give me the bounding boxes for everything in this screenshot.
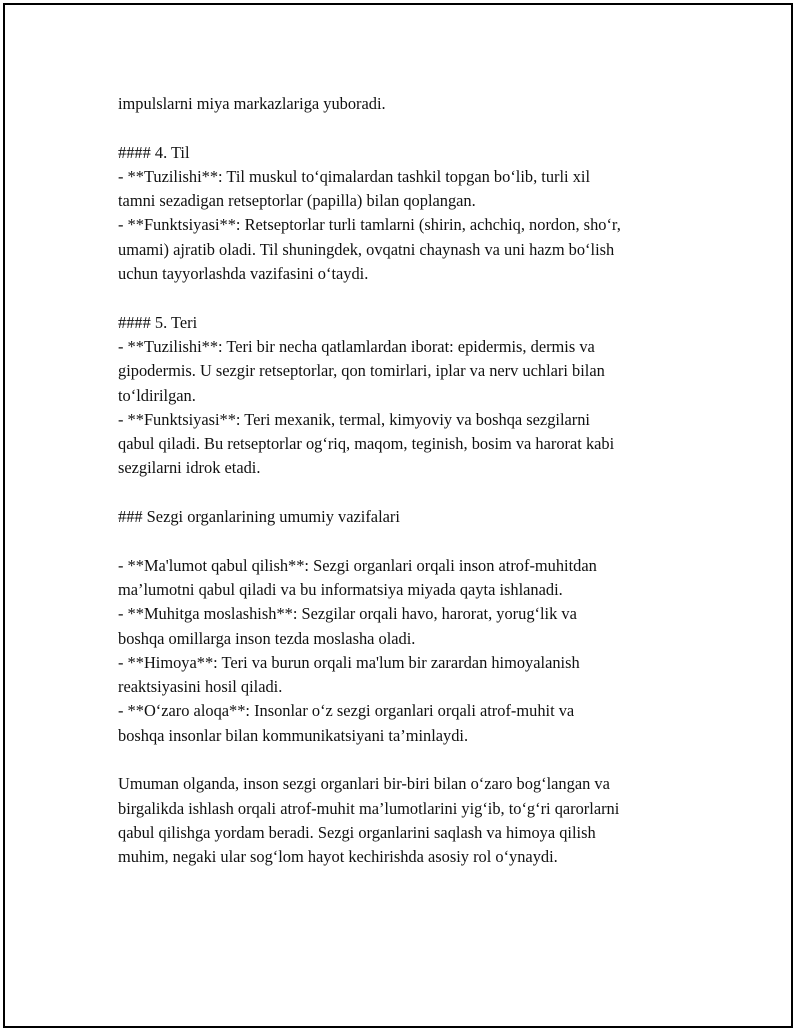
blank-line bbox=[118, 529, 718, 553]
paragraph-line: uchun tayyorlashda vazifasini o‘taydi. bbox=[118, 264, 369, 284]
list-item-line: - **Tuzilishi**: Teri bir necha qatlamlardan iborat: epidermis, dermis va bbox=[118, 336, 595, 356]
paragraph-line: gipodermis. U sezgir retseptorlar, qon tomirlari, iplar va nerv uchlari bilan bbox=[118, 361, 605, 381]
list-item-line: - **O‘zaro aloqa**: Insonlar o‘z sezgi organlari orqali atrof-muhit va bbox=[118, 701, 575, 721]
paragraph-line: ma’lumotni qabul qiladi va bu informatsiya miyada qayta ishlanadi. bbox=[118, 579, 563, 599]
blank-line bbox=[118, 286, 718, 310]
list-item-line: - **Tuzilishi**: Til muskul to‘qimalardan tashkil topgan bo‘lib, turli xil bbox=[118, 166, 590, 186]
paragraph-line: impulslarni miya markazlariga yuboradi. bbox=[118, 94, 386, 113]
paragraph-line: qabul qiladi. Bu retseptorlar og‘riq, maqom, teginish, bosim va harorat kabi bbox=[118, 434, 615, 454]
list-item-line: - **Ma'lumot qabul qilish**: Sezgi organlari orqali inson atrof-muhitdan bbox=[118, 555, 597, 575]
list-item-line: - **Himoya**: Teri va burun orqali ma'lum bir zarardan himoyalanish bbox=[118, 652, 580, 672]
paragraph-line: muhim, negaki ular sog‘lom hayot kechirishda asosiy rol o‘ynaydi. bbox=[118, 847, 558, 867]
paragraph-line: qabul qilishga yordam beradi. Sezgi organlarini saqlash va himoya qilish bbox=[118, 822, 596, 842]
paragraph-line: boshqa omillarga inson tezda moslasha oladi. bbox=[118, 628, 416, 648]
paragraph-line: reaktsiyasini hosil qiladi. bbox=[118, 677, 283, 697]
paragraph-line: tamni sezadigan retseptorlar (papilla) bilan qoplangan. bbox=[118, 191, 476, 211]
list-item-line: - **Muhitga moslashish**: Sezgilar orqali havo, harorat, yorug‘lik va bbox=[118, 604, 577, 624]
paragraph-line: boshqa insonlar bilan kommunikatsiyani ta’minlaydi. bbox=[118, 725, 469, 745]
section-heading: ### Sezgi organlarining umumiy vazifalari bbox=[118, 507, 400, 527]
section-heading: #### 4. Til bbox=[118, 142, 190, 162]
document-body bbox=[118, 92, 718, 870]
blank-line bbox=[118, 748, 718, 772]
section-heading: #### 5. Teri bbox=[118, 312, 198, 332]
paragraph-line: sezgilarni idrok etadi. bbox=[118, 458, 261, 478]
list-item-line: - **Funktsiyasi**: Teri mexanik, termal, kimyoviy va boshqa sezgilarni bbox=[118, 409, 590, 429]
list-item-line: - **Funktsiyasi**: Retseptorlar turli tamlarni (shirin, achchiq, nordon, sho‘r, bbox=[118, 215, 621, 235]
blank-line bbox=[118, 481, 718, 505]
blank-line bbox=[118, 116, 718, 140]
paragraph-line: umami) ajratib oladi. Til shuningdek, ovqatni chaynash va uni hazm bo‘lish bbox=[118, 239, 615, 259]
paragraph-line: Umuman olganda, inson sezgi organlari bir-biri bilan o‘zaro bog‘langan va bbox=[118, 774, 610, 794]
paragraph-line: birgalikda ishlash orqali atrof-muhit ma’lumotlarini yig‘ib, to‘g‘ri qarorlarni bbox=[118, 798, 620, 818]
paragraph-line: to‘ldirilgan. bbox=[118, 385, 196, 405]
